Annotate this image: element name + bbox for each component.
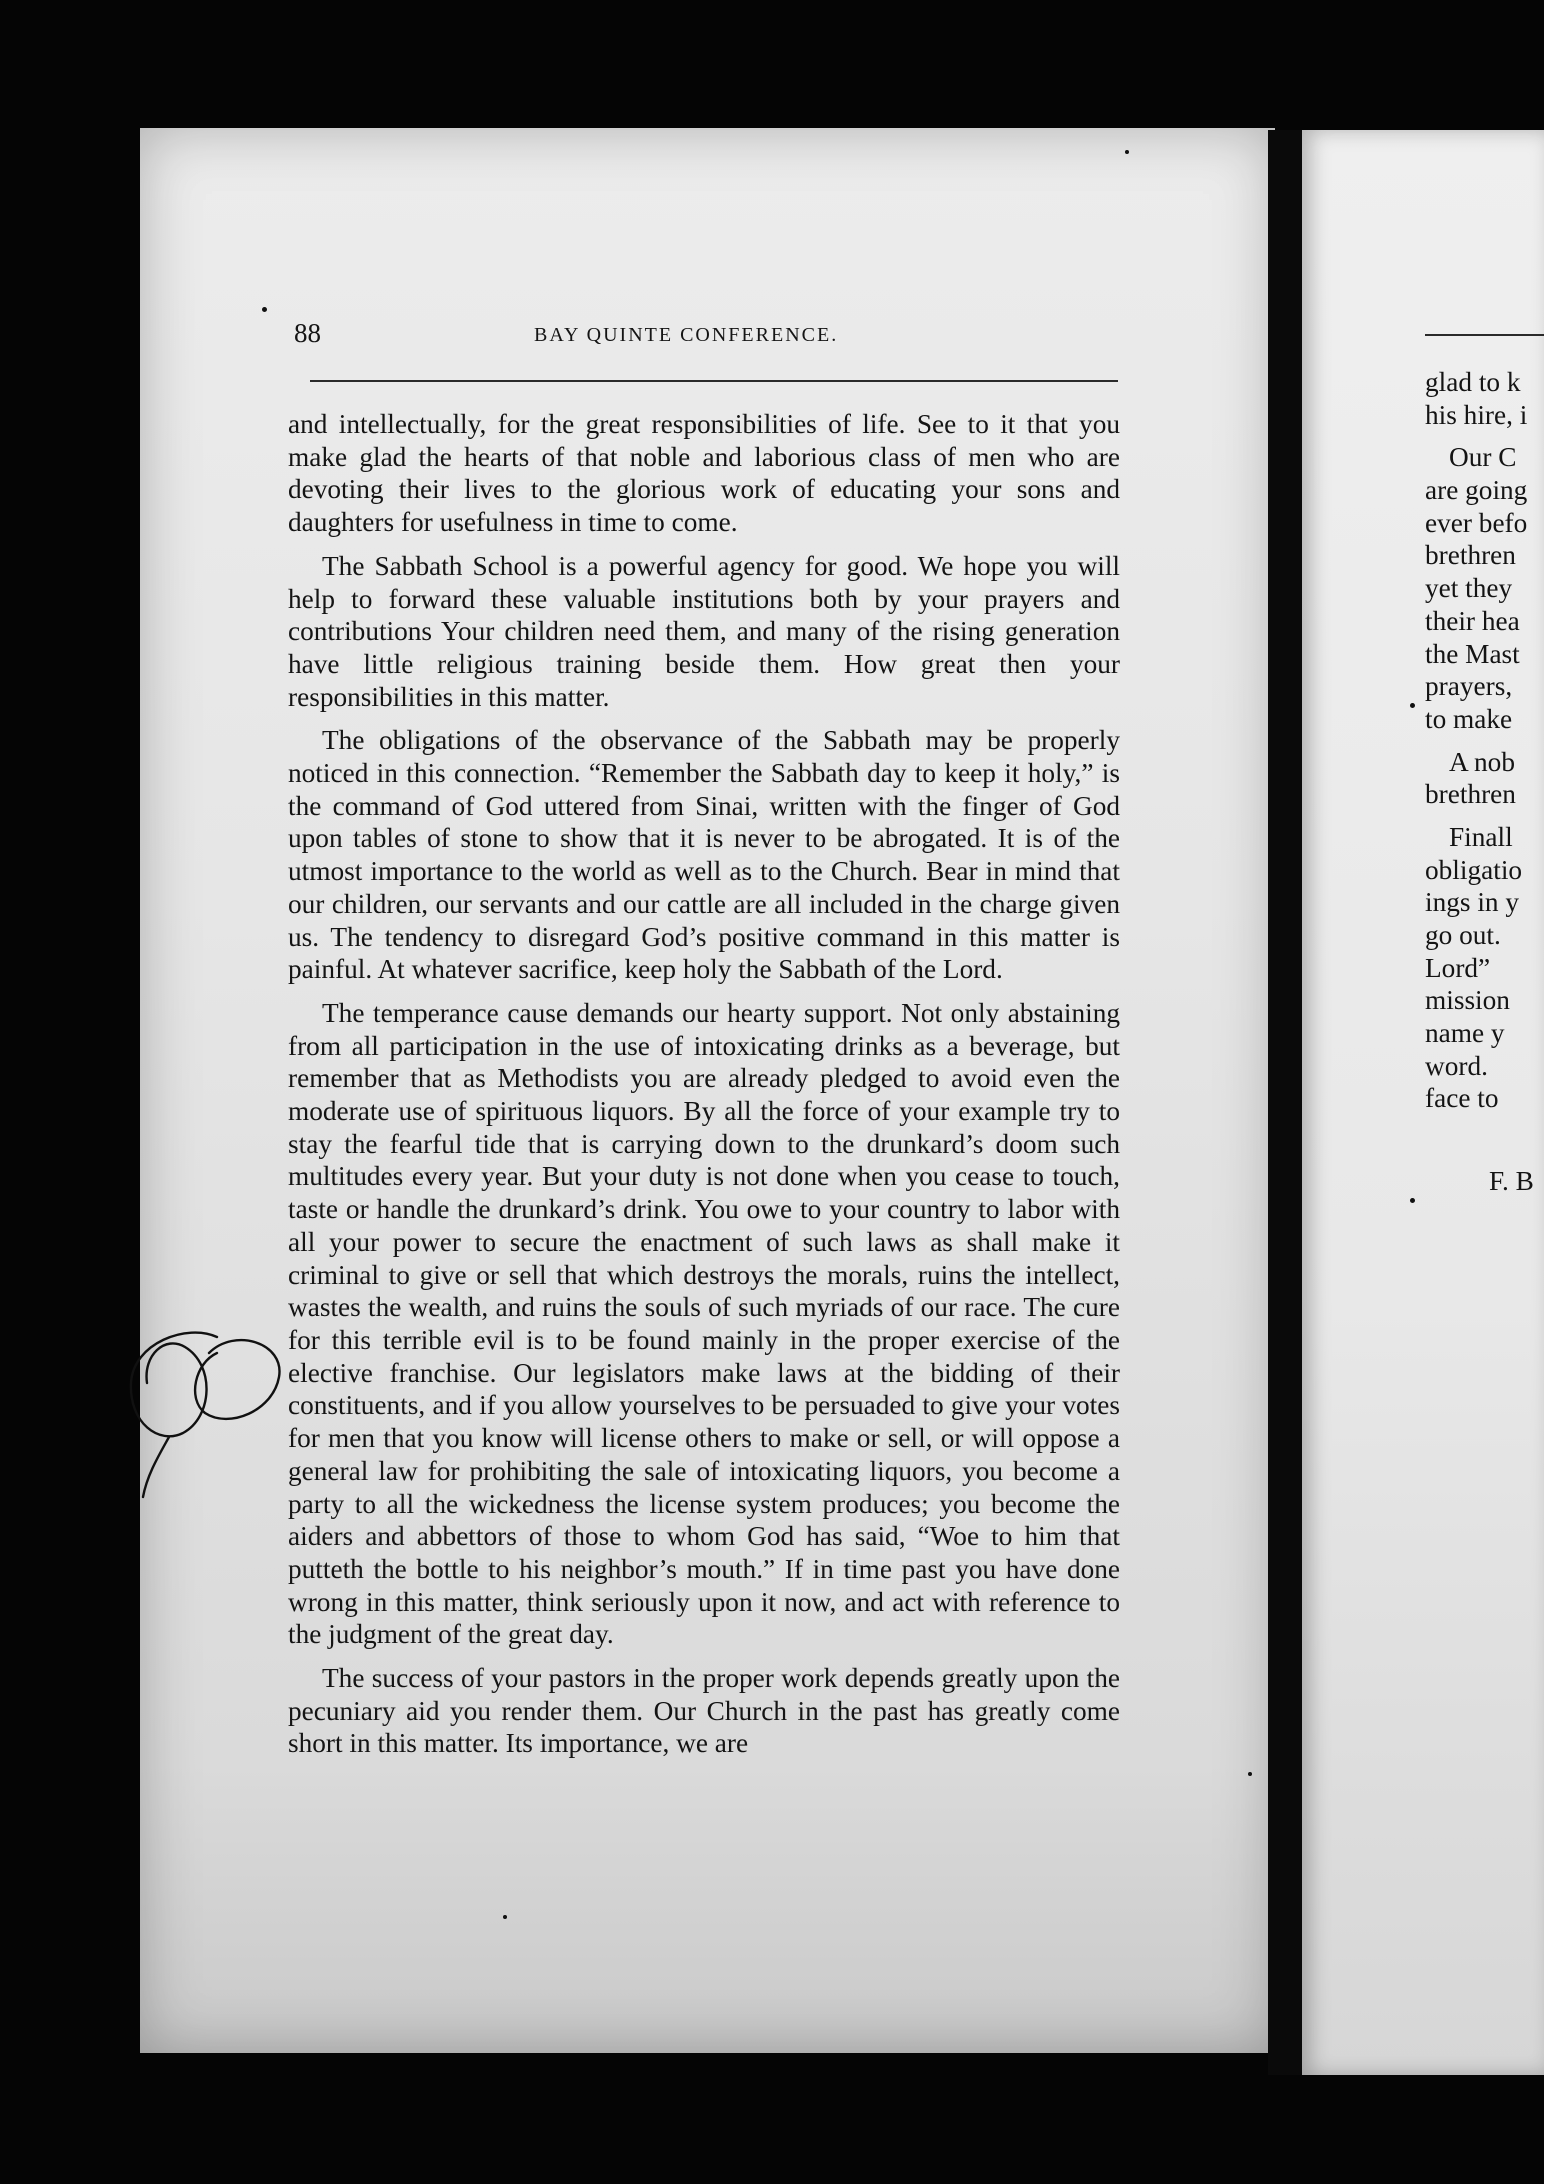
right-page-text [1425,366,1544,1198]
page-number: 88 [294,318,321,348]
paragraph-sabbath-school: The Sabbath School is a powerful agency for good. We hope you will help to forward these valuable institutions both by your prayers and contributions Your children need them, and many of the rising generation have little religious training beside them. How great then your responsibilities in this matter. [288,550,1120,712]
right-signature: F. B [1489,1166,1534,1197]
right-line: face to [1425,1083,1499,1114]
right-line: to make [1425,703,1513,734]
body-text [288,408,1120,1771]
scan-speck [1410,1198,1415,1203]
right-line: yet they [1425,573,1513,604]
pen-scribble-mark [125,1325,295,1505]
right-line: name y [1425,1018,1505,1049]
right-line: Lord” [1425,952,1491,983]
header-rule [310,380,1118,382]
right-line: A nob [1449,746,1515,777]
right-line: the Mast [1425,638,1520,669]
right-line: Our C [1449,442,1517,473]
right-line: prayers, [1425,671,1513,702]
right-line: brethren [1425,779,1516,810]
right-line: Finall [1449,821,1513,852]
right-line: his hire, i [1425,399,1528,430]
right-line: their hea [1425,605,1520,636]
book-gutter [1268,130,1302,2075]
right-page-rule [1425,334,1544,336]
scan-speck [1125,150,1129,154]
paragraph-education: and intellectually, for the great responsibilities of life. See to it that you make glad the hearts of that noble and laborious class of men who are devoting their lives to the glorious work of educating your sons and daughters for usefulness in time to come. [288,409,1120,538]
paragraph-temperance: The temperance cause demands our hearty support. Not only abstaining from all participation in the use of intoxicating drinks as a beverage, but remember that as Methodists you are already pledged to avoid even the moderate use of spirituous liquors. By all the force of your example try to stay the fearful tide that is carrying down to the drunkard’s doom such multitudes every year. But your duty is not done when you cease to touch, taste or handle the drunkard’s drink. You owe to your country to labor with all your power to secure the enactment of such laws as shall make it criminal to give or sell that which destroys the morals, ruins the intellect, wastes the wealth, and ruins the souls of such myriads of our race. The cure for this terrible evil is to be found mainly in the proper exercise of the elective franchise. Our legislators make laws at the bidding of their constituents, and if you allow yourselves to be persuaded to give your votes for men that you know will license others to make or sell, or will oppose a general law for prohibiting the sale of intoxicating liquors, you become a party to all the wickedness the license system produces; you become the aiders and abbettors of those to whom God has said, “Woe to him that putteth the bottle to his neighbor’s mouth.” If in time past you have done wrong in this matter, think seriously upon it now, and act with reference to the judgment of the great day. [288,997,1120,1650]
right-line: glad to k [1425,367,1521,397]
paragraph-sabbath-observance: The obligations of the observance of the Sabbath may be properly noticed in this connection. “Remember the Sabbath day to keep it holy,” is the command of God uttered from Sinai, written with the finger of God upon tables of stone to show that it is never to be abrogated. It is of the utmost importance to the world as well as to the Church. Bear in mind that our children, our servants and our cattle are all included in the charge given us. The tendency to disregard God’s positive command in this matter is painful. At whatever sacrifice, keep holy the Sabbath of the Lord. [288,725,1120,985]
scan-speck [1248,1772,1252,1776]
right-line: brethren [1425,540,1516,571]
scan-speck [1410,703,1415,708]
right-line: ever befo [1425,507,1528,538]
paragraph-pastors-support: The success of your pastors in the proper work depends greatly upon the pecuniary aid you render them. Our Church in the past has greatly come short in this matter. Its importance, we are [288,1663,1120,1759]
right-line: ings in y [1425,887,1520,918]
right-line: are going [1425,475,1528,506]
scan-speck [503,1915,507,1919]
right-line: word. [1425,1050,1488,1081]
page-header [294,318,1124,358]
right-line: go out. [1425,920,1501,950]
right-line: obligatio [1425,854,1523,885]
scan-speck [262,307,267,312]
running-head: BAY QUINTE CONFERENCE. [534,324,839,346]
right-line: mission [1425,985,1510,1016]
